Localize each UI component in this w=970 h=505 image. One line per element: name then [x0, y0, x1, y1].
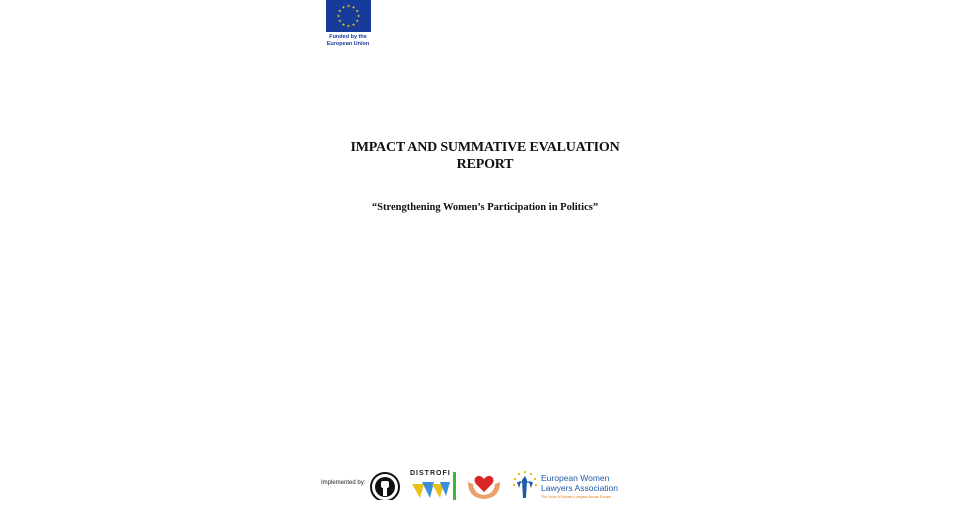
- eu-star-icon: [346, 4, 349, 7]
- ewla-name-line1: European Women: [541, 473, 610, 483]
- eu-star-icon: [338, 19, 341, 22]
- eu-star-icon: [351, 23, 354, 26]
- report-title-line1: IMPACT AND SUMMATIVE EVALUATION: [350, 140, 620, 155]
- eu-star-icon: [338, 9, 341, 12]
- eu-star-icon: [355, 9, 358, 12]
- heart-hands-logo-icon: [466, 470, 502, 500]
- ewla-justice-logo-icon: [511, 470, 539, 500]
- eu-star-icon: [346, 24, 349, 27]
- ewla-name-line2: Lawyers Association: [541, 483, 619, 493]
- eu-star-icon: [341, 6, 344, 9]
- eu-star-icon: [355, 19, 358, 22]
- eu-star-icon: [336, 14, 339, 17]
- eu-caption-line2: European Union: [326, 40, 370, 47]
- eu-star-icon: [351, 6, 354, 9]
- ewla-name: [541, 473, 618, 493]
- eu-star-icon: [356, 14, 359, 17]
- distrofi-hands-logo-icon: [410, 470, 458, 500]
- eu-caption-line1: Funded by the: [329, 34, 367, 40]
- raised-fist-logo-icon: [366, 470, 404, 500]
- eu-caption: [325, 34, 371, 47]
- implemented-by-label: Implemented by:: [321, 480, 366, 486]
- ewla-tagline: The Voice of Women Lawyers Across Europe: [541, 495, 612, 499]
- report-title-line2: REPORT: [456, 157, 514, 172]
- ewla-logo: [511, 470, 651, 500]
- report-subtitle: “Strengthening Women’s Participation in Politics”: [371, 202, 599, 213]
- implementing-partners: [318, 466, 648, 500]
- report-title: [285, 139, 685, 173]
- distrofi-logo-text: DISTROFI: [410, 470, 451, 477]
- eu-funding-logo: [325, 0, 371, 47]
- eu-flag-icon: [326, 0, 371, 32]
- eu-star-icon: [341, 23, 344, 26]
